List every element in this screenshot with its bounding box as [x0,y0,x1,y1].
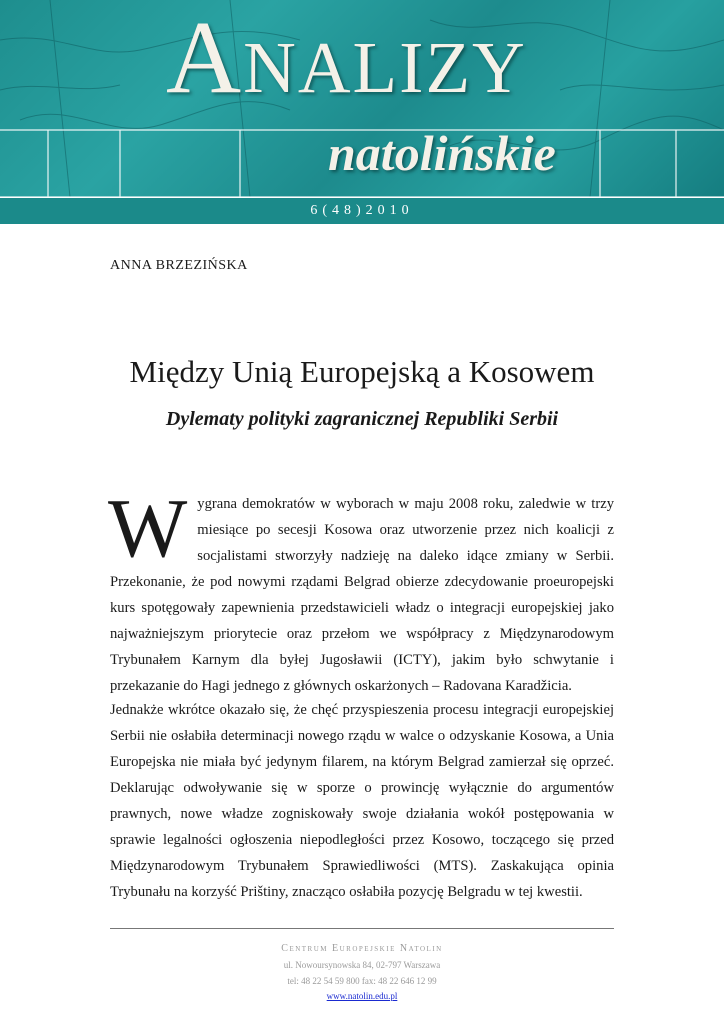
paragraph-2: Jednakże wkrótce okazało się, że chęć przyspieszenia procesu integracji europejskiej Serbii nie osłabiła determinacji nowego rządu w walce o odzyskanie Kosowa, a Unia Europejska nie miała być jedynym filarem, na którym Belgrad zamierzał się oprzeć. Deklarując odwoływanie się w sporze o prowincję wyłącznie do argumentów prawnych, nowe władze zogniskowały swoje działania wokół postępowania w sprawie legalności ogłoszenia niepodległości przez Kosowo, toczącego się przed Międzynarodowym Trybunałem Sprawiedliwości (MTS). Zaskakująca opinia Trybunału na korzyść Prištiny, znacząco osłabiła pozycję Belgradu w tej kwestii. [110,702,614,900]
footer-organization: Centrum Europejskie Natolin [281,943,443,954]
footer-divider [110,928,614,929]
issue-number: 6(48)2010 [310,203,414,218]
logo-main: Analizy [166,0,527,115]
header-banner [0,0,724,197]
author: ANNA BRZEZIŃSKA [110,258,248,273]
paragraph-1-text: ygrana demokratów w wyborach w maju 2008 roku, zaledwie w trzy miesiące po secesji Kosowa oraz utworzenie przez nich koalicji z socjalistami stworzyły nadzieję na daleko idące zmiany w Serbii. Przekonanie, że pod nowymi rządami Belgrad obierze zdecydowanie proeuropejski kurs spotęgowały zapewnienia przedstawicieli władz o integracji europejskiej jako najważniejszym priorytecie oraz przełom we współpracy z Międzynarodowym Trybunałem Karnym dla byłej Jugosławii (ICTY), jakim było schwytanie i przekazanie do Hagi jednego z głównych oskarżonych – Radovana Karadžicia. [110,496,614,694]
footer-phone: tel: 48 22 54 59 800 fax: 48 22 646 12 99 [287,976,437,986]
drop-cap: W [108,482,188,575]
article-subtitle: Dylematy polityki zagranicznej Republiki Serbii [165,408,559,430]
paragraph-1 [108,482,614,699]
footer-address: ul. Nowoursynowska 84, 02-797 Warszawa [283,960,441,970]
logo-sub: natolińskie [328,125,556,181]
issue-bar [0,197,724,224]
article-title: Między Unią Europejską a Kosowem [129,354,595,389]
footer-website-link[interactable]: www.natolin.edu.pl [326,991,398,1001]
